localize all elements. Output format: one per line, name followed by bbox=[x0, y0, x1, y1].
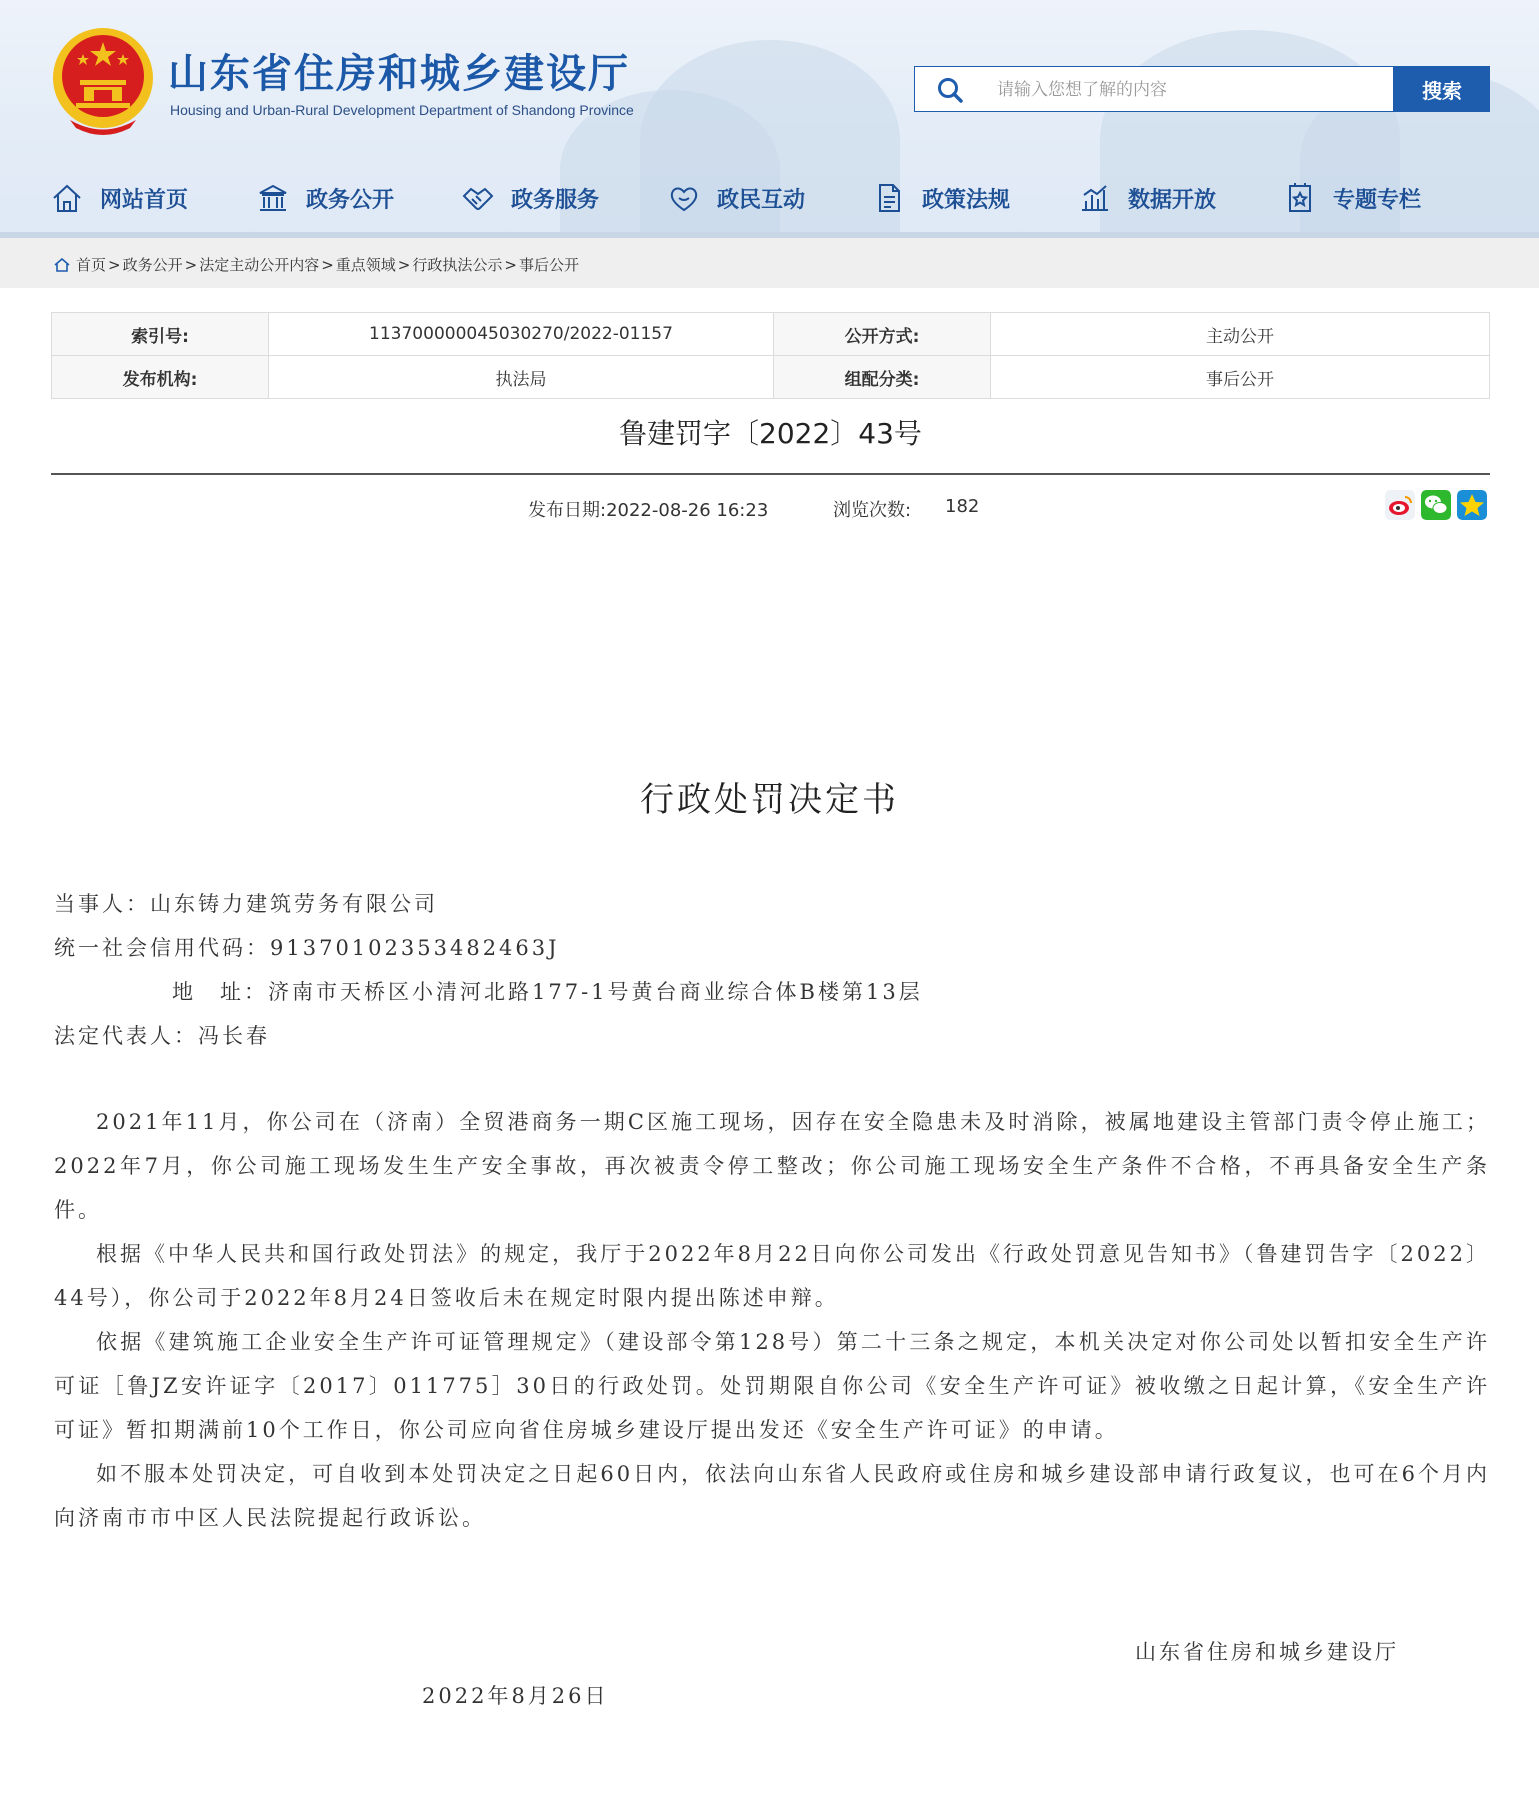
body-paragraph: 2021年11月，你公司在（济南）全贸港商务一期C区施工现场，因存在安全隐患未及时消除，被属地建设主管部门责令停止施工；2022年7月，你公司施工现场发生生产安全事故，再次被责令停工整改；你公司施工现场安全生产条件不合格，不再具备安全生产条件。 bbox=[54, 1110, 1490, 1222]
search-icon bbox=[937, 77, 963, 103]
publisher-label: 发布机构: bbox=[52, 356, 269, 399]
breadcrumb-item[interactable]: 政务公开 bbox=[122, 256, 183, 274]
article-title: 行政处罚决定书 bbox=[640, 780, 899, 820]
views-count: 182 bbox=[945, 496, 980, 517]
nav-item-special-topics[interactable] bbox=[1283, 180, 1421, 216]
main-nav bbox=[0, 172, 1539, 224]
table-row bbox=[52, 313, 1490, 356]
government-building-icon bbox=[256, 181, 290, 215]
table-row bbox=[52, 356, 1490, 399]
nav-item-label: 网站首页 bbox=[100, 187, 189, 213]
nav-item-label: 政务公开 bbox=[306, 187, 395, 213]
nav-item-policy[interactable] bbox=[872, 180, 1010, 216]
breadcrumb-item[interactable]: 重点领域 bbox=[335, 256, 396, 274]
credit-code-line bbox=[54, 932, 560, 962]
address-line bbox=[172, 976, 923, 1006]
category-value: 事后公开 bbox=[991, 356, 1490, 399]
party-label: 当事人： bbox=[54, 892, 150, 916]
site-title: 山东省住房和城乡建设厅 bbox=[168, 51, 630, 97]
national-emblem-logo[interactable] bbox=[50, 24, 156, 136]
body-paragraph: 依据《建筑施工企业安全生产许可证管理规定》（建设部令第128号）第二十三条之规定，本机关决定对你公司处以暂扣安全生产许可证［鲁JZ安许证字〔2017〕011775］30日的行政处罚。处罚期限自你公司《安全生产许可证》被收缴之日起计算，《安全生产许可证》暂扣期满前10个工作日，你公司应向省住房城乡建设厅提出发还《安全生产许可证》的申请。 bbox=[54, 1330, 1490, 1442]
nav-item-interaction[interactable] bbox=[667, 180, 805, 216]
publisher-value: 执法局 bbox=[269, 356, 774, 399]
handshake-icon bbox=[461, 181, 495, 215]
search-box bbox=[914, 66, 1394, 112]
address-label: 地 址： bbox=[172, 980, 268, 1004]
search-button[interactable]: 搜索 bbox=[1394, 66, 1490, 112]
nav-item-gov-affairs[interactable] bbox=[256, 180, 394, 216]
nav-item-gov-services[interactable] bbox=[461, 180, 599, 216]
document-meta-table bbox=[51, 312, 1490, 399]
breadcrumb: 首页 > 政务公开 > 法定主动公开内容 > 重点领域 > 行政执法公示 > 事后公开 bbox=[54, 254, 579, 275]
wechat-icon[interactable] bbox=[1421, 490, 1451, 520]
nav-item-open-data[interactable] bbox=[1078, 180, 1216, 216]
nav-item-label: 政民互动 bbox=[717, 187, 806, 213]
document-icon bbox=[872, 181, 906, 215]
topic-icon bbox=[1283, 181, 1317, 215]
breadcrumb-item[interactable]: 首页 bbox=[76, 256, 107, 274]
breadcrumb-item[interactable]: 法定主动公开内容 bbox=[199, 256, 320, 274]
credit-code-value: 91370102353482463J bbox=[270, 936, 560, 960]
open-method-value: 主动公开 bbox=[991, 313, 1490, 356]
site-header bbox=[0, 0, 1539, 238]
category-label: 组配分类: bbox=[774, 356, 991, 399]
home-icon bbox=[54, 258, 70, 272]
nav-item-label: 政策法规 bbox=[922, 187, 1011, 213]
nav-item-label: 政务服务 bbox=[511, 187, 600, 213]
home-icon bbox=[50, 181, 84, 215]
views-label: 浏览次数: bbox=[833, 500, 912, 521]
signature-organization: 山东省住房和城乡建设厅 bbox=[1135, 1640, 1399, 1664]
credit-code-label: 统一社会信用代码： bbox=[54, 936, 270, 960]
index-value: 113700000045030270/2022-01157 bbox=[269, 313, 774, 356]
party-value: 山东铸力建筑劳务有限公司 bbox=[150, 892, 438, 916]
address-value: 济南市天桥区小清河北路177-1号黄台商业综合体B楼第13层 bbox=[268, 980, 923, 1004]
weibo-icon[interactable] bbox=[1385, 490, 1415, 520]
breadcrumb-item[interactable]: 行政执法公示 bbox=[412, 256, 503, 274]
site-subtitle: Housing and Urban-Rural Development Department of Shandong Province bbox=[170, 102, 634, 118]
legal-rep-line bbox=[54, 1020, 270, 1050]
legal-rep-value: 冯长春 bbox=[198, 1024, 270, 1048]
qzone-icon[interactable] bbox=[1457, 490, 1487, 520]
publish-date: 发布日期:2022-08-26 16:23 bbox=[528, 500, 769, 521]
signature-date: 2022年8月26日 bbox=[422, 1684, 609, 1708]
party-line bbox=[54, 888, 438, 918]
document-number-title: 鲁建罚字〔2022〕43号 bbox=[619, 417, 922, 450]
interaction-heart-icon bbox=[667, 181, 701, 215]
legal-rep-label: 法定代表人： bbox=[54, 1024, 198, 1048]
bar-chart-icon bbox=[1078, 181, 1112, 215]
body-paragraph: 根据《中华人民共和国行政处罚法》的规定，我厅于2022年8月22日向你公司发出《行政处罚意见告知书》（鲁建罚告字〔2022〕44号），你公司于2022年8月24日签收后未在规定时限内提出陈述申辩。 bbox=[54, 1242, 1490, 1310]
search-input[interactable] bbox=[995, 67, 1309, 113]
index-label: 索引号: bbox=[52, 313, 269, 356]
breadcrumb-bar bbox=[0, 238, 1539, 288]
nav-item-home[interactable] bbox=[50, 180, 188, 216]
body-paragraph: 如不服本处罚决定，可自收到本处罚决定之日起60日内，依法向山东省人民政府或住房和城乡建设部申请行政复议，也可在6个月内向济南市市中区人民法院提起行政诉讼。 bbox=[54, 1462, 1490, 1530]
open-method-label: 公开方式: bbox=[774, 313, 991, 356]
breadcrumb-item[interactable]: 事后公开 bbox=[518, 256, 579, 274]
nav-item-label: 数据开放 bbox=[1128, 187, 1217, 213]
nav-item-label: 专题专栏 bbox=[1333, 187, 1422, 213]
title-divider bbox=[51, 473, 1490, 475]
